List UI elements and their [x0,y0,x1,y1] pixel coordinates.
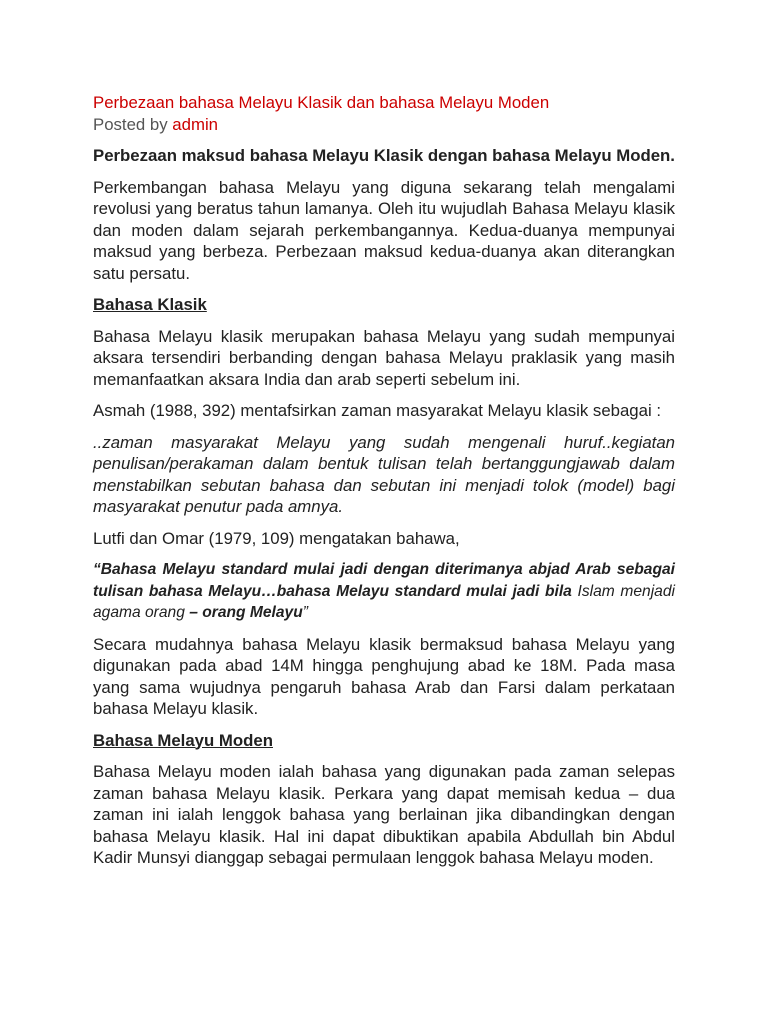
post-meta [93,114,675,136]
lutfi-quote-part4: ” [302,604,308,621]
lutfi-quote-part3: – orang Melayu [189,604,303,621]
klasik-paragraph-1: Bahasa Melayu klasik merupakan bahasa Melayu yang sudah mempunyai aksara tersendiri berbanding dengan bahasa Melayu praklasik yang masih memanfaatkan aksara India dan arab seperti sebelum ini. [93,326,675,389]
asmah-quote: ..zaman masyarakat Melayu yang sudah mengenali huruf..kegiatan penulisan/perakaman dalam bentuk tulisan telah bertanggungjawab dalam menstabilkan sebutan bahasa dan sebutan ini menjadi tolok (model) bagi masyarakat penutur pada amnya. [93,432,675,516]
article-subtitle: Perbezaan maksud bahasa Melayu Klasik dengan bahasa Melayu Moden. [93,146,675,165]
moden-paragraph-1: Bahasa Melayu moden ialah bahasa yang digunakan pada zaman selepas zaman bahasa Melayu klasik. Perkara yang dapat memisah kedua – dua zaman ini ialah lenggok bahasa yang berlainan jika dibandingkan dengan bahasa Melayu klasik. Hal ini dapat dibuktikan apabila Abdullah bin Abdul Kadir Munsyi dianggap sebagai permulaan lenggok bahasa Melayu moden. [93,762,675,867]
document-page [93,92,675,879]
section-heading-moden: Bahasa Melayu Moden [93,730,273,750]
lutfi-quote-part1: “Bahasa Melayu standard mulai jadi dengan diterimanya abjad Arab sebagai tulisan bahasa Melayu…bahasa Melayu standard mulai jadi bila [93,561,675,600]
section-heading-klasik: Bahasa Klasik [93,295,207,314]
posted-by-label: Posted by [93,114,173,134]
lutfi-quote [93,559,675,624]
klasik-paragraph-3: Lutfi dan Omar (1979, 109) mengatakan bahawa, [93,528,460,548]
klasik-paragraph-2: Asmah (1988, 392) mentafsirkan zaman masyarakat Melayu klasik sebagai : [93,401,662,420]
intro-paragraph: Perkembangan bahasa Melayu yang diguna sekarang telah mengalami revolusi yang beratus tahun lamanya. Oleh itu wujudlah Bahasa Melayu klasik dan moden dalam sejarah perkembangannya. Kedua-duanya mempunyai maksud yang berbeza. Perbezaan maksud kedua-duanya akan diterangkan satu persatu. [93,177,675,283]
author-link[interactable]: admin [172,114,219,134]
post-title[interactable]: Perbezaan bahasa Melayu Klasik dan bahasa Melayu Moden [93,93,550,112]
lutfi-quote-part2: Islam menjadi agama orang [93,582,675,621]
klasik-paragraph-4: Secara mudahnya bahasa Melayu klasik bermaksud bahasa Melayu yang digunakan pada abad 14M hingga penghujung abad ke 18M. Pada masa yang sama wujudnya pengaruh bahasa Arab dan Farsi dalam perkataan bahasa Melayu klasik. [93,634,675,718]
